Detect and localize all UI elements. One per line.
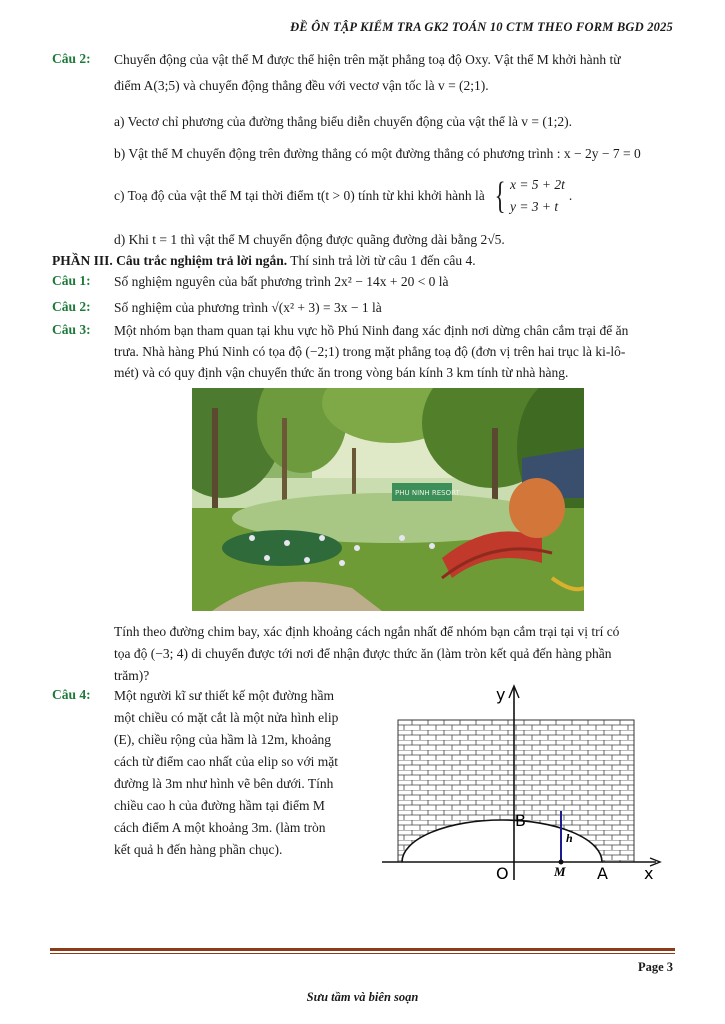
- question-text: chiều cao h của đường hầm tại điểm M: [114, 798, 325, 813]
- question-text: Một người kĩ sư thiết kế một đường hầm: [114, 688, 334, 703]
- footer-rule: [50, 948, 675, 951]
- statement-c: [114, 174, 674, 218]
- question-text: Chuyển động của vật thể M được thể hiện trên mặt phẳng toạ độ Oxy. Vật thể M khởi hành từ: [114, 52, 621, 67]
- brace-symbol: {: [494, 175, 506, 217]
- question-text: tọa độ (−3; 4) di chuyển được tới nơi để nhận được thức ăn (làm tròn kết quả đến hàng phần: [114, 646, 612, 661]
- system-line-2: y = 3 + t: [509, 199, 559, 214]
- question-label: Câu 3:: [52, 322, 91, 337]
- statement-a: a) Vectơ chỉ phương của đường thẳng biểu diễn chuyển động của vật thể là v = (1;2).: [114, 114, 573, 129]
- equation-system: [491, 174, 565, 218]
- statement-b: b) Vật thể M chuyển động trên đường thẳng có một đường thẳng có phương trình : x − 2y − 7 = 0: [114, 146, 641, 161]
- question-text: kết quả h đến hàng phần chục).: [114, 842, 283, 857]
- statement-d: d) Khi t = 1 thì vật thể M chuyển động được quãng đường dài bằng 2√5.: [114, 232, 505, 247]
- question-label: Câu 2:: [52, 51, 91, 66]
- section-instruction: Thí sinh trả lời từ câu 1 đến câu 4.: [287, 253, 476, 268]
- page-header: ĐỀ ÔN TẬP KIỂM TRA GK2 TOÁN 10 CTM THEO FORM BGD 2025: [290, 20, 673, 34]
- section-title: PHẦN III. Câu trắc nghiệm trả lời ngắn.: [52, 253, 288, 268]
- question-text: trăm)?: [114, 668, 150, 683]
- page-footer: Sưu tầm và biên soạn: [306, 990, 419, 1004]
- question-label: Câu 4:: [52, 687, 91, 702]
- question-text: điểm A(3;5) và chuyển động thẳng đều với vectơ vận tốc là v = (2;1).: [114, 78, 489, 93]
- question-text: đường là 3m như hình vẽ bên dưới. Tính: [114, 776, 334, 791]
- point-b-label: B: [515, 811, 526, 830]
- question-text: Số nghiệm nguyên của bất phương trình 2x² − 14x + 20 < 0 là: [114, 274, 449, 289]
- point-a-label: A: [597, 864, 608, 883]
- tunnel-diagram: [376, 680, 666, 884]
- park-photo: [192, 388, 584, 611]
- question-text: cách điểm A một khoảng 3m. (làm tròn: [114, 820, 326, 835]
- question-text: (E), chiều rộng của hầm là 12m, khoảng: [114, 732, 332, 747]
- question-label: Câu 2:: [52, 299, 91, 314]
- question-text: Tính theo đường chim bay, xác định khoảng cách ngắn nhất để nhóm bạn cắm trại tại vị trí có: [114, 624, 620, 639]
- question-text: Số nghiệm của phương trình √(x² + 3) = 3x − 1 là: [114, 300, 382, 315]
- system-end: .: [568, 188, 573, 203]
- question-text: Một nhóm bạn tham quan tại khu vực hồ Phú Ninh đang xác định nơi dừng chân cắm trại để ăn: [114, 323, 629, 338]
- question-text: một chiều có mặt cắt là một nửa hình elip: [114, 710, 339, 725]
- statement-c-text: c) Toạ độ của vật thể M tại thời điểm t(t > 0) tính từ khi khởi hành là: [114, 188, 485, 203]
- question-text: trưa. Nhà hàng Phú Ninh có tọa độ (−2;1) trong mặt phẳng toạ độ (đơn vị trên hai trục là ki-lô-: [114, 344, 626, 359]
- question-text: cách từ điểm cao nhất của elip so với mặt: [114, 754, 339, 769]
- footer-rule-thin: [50, 953, 675, 954]
- resort-sign-text: PHU NINH RESORT: [395, 489, 460, 497]
- page-number: Page 3: [637, 960, 673, 974]
- origin-label: O: [496, 864, 509, 883]
- question-text: mét) và có quy định vận chuyển thức ăn trong vòng bán kính 3 km tính từ nhà hàng.: [114, 365, 569, 380]
- point-m-label: M: [554, 864, 566, 879]
- height-label: h: [566, 831, 573, 845]
- question-label: Câu 1:: [52, 273, 91, 288]
- system-line-1: x = 5 + 2t: [509, 177, 565, 192]
- x-label: x: [644, 864, 654, 883]
- y-label: y: [496, 685, 506, 704]
- section-heading: [52, 250, 682, 272]
